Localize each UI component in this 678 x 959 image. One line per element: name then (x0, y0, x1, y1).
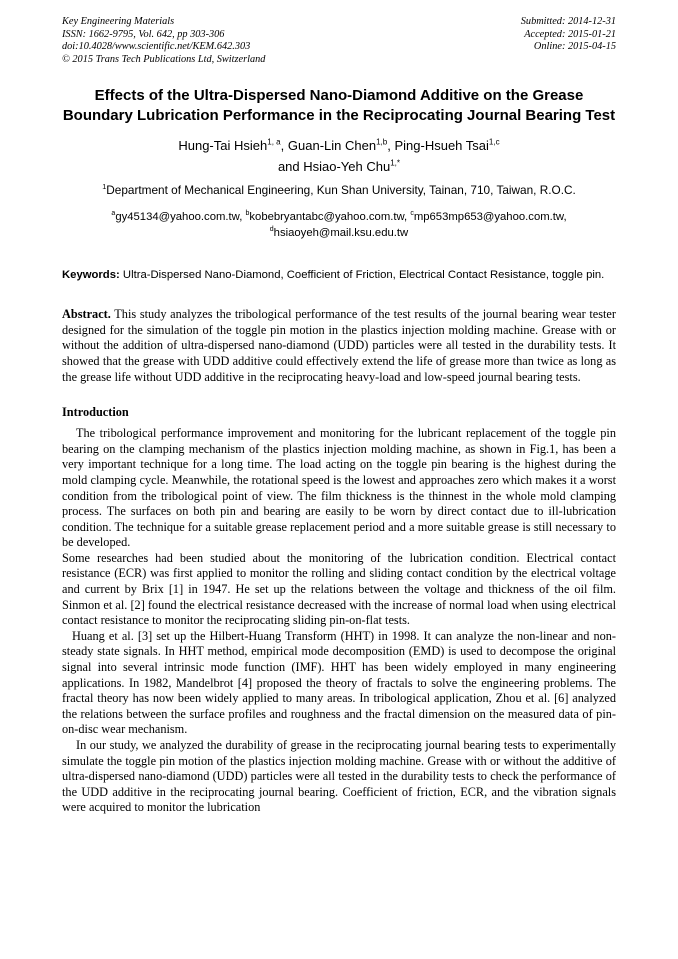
publication-info-left (62, 16, 265, 66)
email-address: kobebryantabc@yahoo.com.tw, (249, 211, 411, 224)
intro-paragraph-4: In our study, we analyzed the durability of grease in the reciprocating journal bearing tests to experimentally simulate the toggle pin motion of the plastics injection molding machine. Grease with or without the additive of ultra-dispersed nano-diamond (UDD) particles were all tested in the durability tests to check the performance of the UDD additive in the reciprocating journal bearing. Coefficient of friction, ECR, and the vibration signals were acquired to monitor the lubrication (62, 738, 616, 815)
email-mark: c (410, 210, 414, 218)
keywords-block (62, 268, 616, 283)
author-affiliation-mark: 1,c (488, 138, 500, 148)
submitted-date: Submitted: 2014-12-31 (520, 16, 616, 27)
abstract-label: Abstract. (62, 307, 111, 322)
abstract-text: This study analyzes the tribological performance of the test results of the journal bearing wear tester designed for the simulation of the toggle pin motion in the plastics injection molding machine. Grease with or without the addition of ultra-dispersed nano-diamond (UDD) particles were all tested in the durability tests. It showed that the grease with UDD additive could effectively extend the life of grease more than twice as long as the grease life without UDD additive in the reciprocating heavy-load and low-speed journal bearing tests. (62, 307, 616, 384)
intro-paragraph-1: The tribological performance improvement and monitoring for the lubricant replacement of the toggle pin bearing on the clamping mechanism of the plastics injection molding machine, as shown in Fig.1, has been a very important technique for a long time. The load acting on the toggle pin bearing is the highest during the mold clamping cycle. Meanwhile, the rotational speed is the lowest and approaches zero which makes it a worst condition from the tribological point of view. The film thickness is the thinnest in the whole mold clamping process. The surfaces on both pin and bearing are easily to be worn by direct contact due to ill-lubrication condition. The technique for a suitable grease replacement period and a more suitable grease is still necessary to be developed. (62, 426, 616, 550)
online-date: Online: 2015-04-15 (533, 41, 616, 53)
author-name: Guan-Lin Chen (287, 138, 377, 154)
intro-paragraph-2: Some researches had been studied about the monitoring of the lubrication condition. Electrical contact resistance (ECR) was first applied to monitor the rolling and sliding contact condition by the electrical voltage and current by Brix [1] in 1947. He set up the relations between the voltage and thickness of the oil film. Sinmon et al. [2] found the electrical resistance decreased with the increase of normal load when using electrical contact resistance to monitor the reciprocating sliding pin-on-flat tests. (62, 550, 616, 628)
email-address: hsiaoyeh@mail.ksu.edu.tw (273, 227, 409, 240)
authors-line-1 (62, 138, 616, 153)
emails-line-2 (62, 225, 616, 241)
introduction-heading: Introduction (62, 405, 129, 420)
author-affiliation-mark: 1,* (390, 159, 401, 169)
affiliation-line (62, 183, 616, 197)
affiliation-mark: 1 (102, 182, 107, 192)
abstract-block (62, 307, 616, 385)
author-separator: , (387, 138, 395, 154)
email-mark: d (269, 226, 274, 234)
publication-dates-right (521, 16, 616, 66)
email-mark: a (111, 210, 116, 218)
paper-title: Effects of the Ultra-Dispersed Nano-Diamond Additive on the Grease Boundary Lubrication Performance in the Reciprocating Journal Bearing Test (62, 87, 616, 125)
author-separator: , (280, 138, 288, 154)
affiliation-text: Department of Mechanical Engineering, Kun Shan University, Tainan, 710, Taiwan, R.O.C. (106, 183, 576, 198)
authors-line-2 (62, 159, 616, 174)
accepted-date: Accepted: 2015-01-21 (524, 28, 616, 40)
email-address: gy45134@yahoo.com.tw, (115, 211, 246, 224)
doi-line: doi:10.4028/www.scientific.net/KEM.642.303 (62, 41, 251, 53)
issn-volume-pages: ISSN: 1662-9795, Vol. 642, pp 303-306 (62, 28, 225, 40)
author-affiliation-mark: 1,b (376, 138, 388, 148)
email-address: mp653mp653@yahoo.com.tw, (413, 211, 567, 224)
author-name: and Hsiao-Yeh Chu (277, 159, 391, 175)
emails-line-1 (62, 209, 616, 225)
keywords-label: Keywords: (62, 269, 120, 282)
emails-block (62, 209, 616, 241)
author-name: Hung-Tai Hsieh (178, 138, 268, 154)
intro-paragraph-3: Huang et al. [3] set up the Hilbert-Huang Transform (HHT) in 1998. It can analyze the non-linear and non-steady state signals. In HHT method, empirical mode decomposition (EMD) is used to decompose the original signal into several intrinsic mode function (IMF). HHT has been widely employed in many engineering applications. In 1982, Mandelbrot [4] proposed the theory of fractals to solve the engineering problems. The fractal theory has now been widely applied to many areas. In tribological application, Zhou et al. [6] analyzed the relations between the surface profiles and roughness and the fractal dimension on the measured data of pin-on-disc wear mechanism. (62, 628, 616, 737)
author-name: Ping-Hsueh Tsai (394, 138, 489, 154)
publication-header (62, 16, 616, 66)
email-mark: b (245, 210, 250, 218)
author-affiliation-mark: 1, a (267, 138, 281, 148)
copyright-line: © 2015 Trans Tech Publications Ltd, Switzerland (62, 53, 266, 65)
journal-name: Key Engineering Materials (62, 16, 175, 27)
keywords-text: Ultra-Dispersed Nano-Diamond, Coefficient of Friction, Electrical Contact Resistance, toggle pin. (119, 269, 605, 282)
